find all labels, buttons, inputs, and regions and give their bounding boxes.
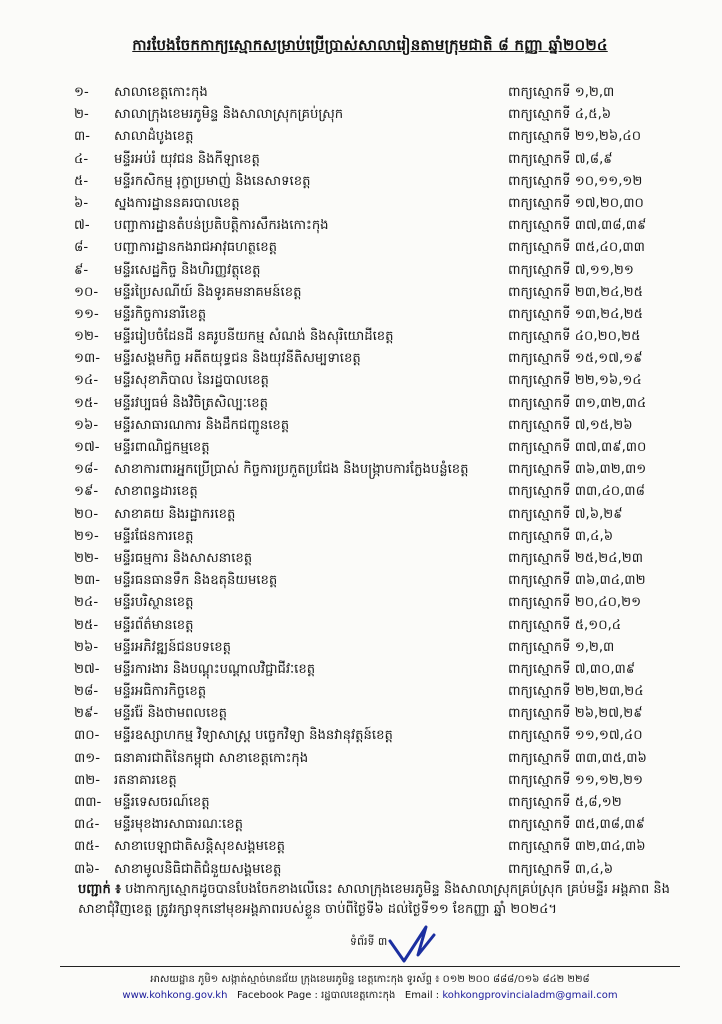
item-days: ពាក្យស្មោកទី ២២,២៣,២៤	[508, 684, 644, 700]
item-days: ពាក្យស្មោកទី ៣៥,៤០,៣៣	[508, 240, 645, 256]
list-item	[0, 437, 722, 459]
item-name: មន្ទីររៀបចំដែនដី នគរូបនីយកម្ម សំណង់ និងសុរិយោដីខេត្ត	[114, 329, 394, 345]
list-item	[0, 814, 722, 836]
item-number: ៥-	[74, 173, 89, 189]
item-number: ២-	[74, 107, 89, 123]
list-item	[0, 82, 722, 104]
item-days: ពាក្យស្មោកទី ១៣,២៤,២៥	[508, 306, 643, 322]
footer-email-label: Email :	[404, 990, 440, 1001]
item-days: ពាក្យស្មោកទី ៧,១៥,២៦	[508, 417, 633, 433]
item-name: សាខាមូលនិធិជាតិជំនួយសង្គមខេត្ត	[114, 861, 282, 877]
footer-email-link[interactable]: kohkongprovincialadm@gmail.com	[442, 990, 618, 1001]
item-number: ២២-	[74, 550, 99, 566]
item-number: ២១-	[74, 528, 99, 544]
item-days: ពាក្យស្មោកទី ៣,៤,៦	[508, 861, 614, 877]
list-item	[0, 459, 722, 481]
item-number: ១០-	[74, 284, 99, 300]
list-item	[0, 859, 722, 881]
list-item	[0, 415, 722, 437]
item-days: ពាក្យស្មោកទី ១,២,៣	[508, 639, 615, 655]
item-name: ធនាគារជាតិនៃកម្ពុជា សាខាខេត្តកោះកុង	[114, 750, 309, 766]
item-name: សាខាគយ និងរដ្ឋាករខេត្ត	[114, 506, 236, 522]
item-number: ៣២-	[74, 772, 101, 788]
list-item	[0, 748, 722, 770]
item-name: បញ្ជាការដ្ឋានកងរាជអាវុធហត្ថខេត្ត	[114, 240, 277, 256]
list-item	[0, 237, 722, 259]
item-days: ពាក្យស្មោកទី ៧,១១,២១	[508, 262, 634, 278]
item-days: ពាក្យស្មោកទី ៥,៨,១២	[508, 795, 622, 810]
list-item	[0, 171, 722, 193]
list-item	[0, 326, 722, 348]
item-number: ២៧-	[74, 661, 100, 677]
item-days: ពាក្យស្មោកទី ២៣,២៤,២៥	[508, 284, 643, 300]
item-days: ពាក្យស្មោកទី ៣៥,៣៨,៣៩	[508, 817, 645, 833]
item-name: មន្ទីរពាណិជ្ជកម្មខេត្ត	[114, 440, 210, 455]
item-name: មន្ទីរទេសចរណ៍ខេត្ត	[114, 795, 210, 810]
document-title: ការបែងចែកកាក្យស្មោកសម្រាប់ប្រើប្រាស់សាលារៀនតាមក្រុមជាតិ ៨ កញ្ញា ឆ្នាំ២០២៤	[132, 36, 608, 54]
signature-mark	[382, 925, 442, 965]
list-item	[0, 548, 722, 570]
item-name: មន្ទីរផែនការខេត្ត	[114, 528, 194, 544]
item-name: មន្ទីរមុខងារសាធារណៈខេត្ត	[114, 817, 243, 833]
item-number: ៣៥-	[74, 839, 100, 855]
note-text: បងាកាក្យស្មោកដូចបានបែងចែកខាងលើនេះ សាលាក្រុងខេមរភូមិន្ទ និងសាលាស្រុកគ្រប់ស្រុក គ្រប់មន្ទីរ អង្គភាព និងសាខាជុំវិញខេត្ត ត្រូវរក្សាទុកនៅមុខអង្គភាពរបស់ខ្លួន ចាប់ពីថ្ងៃទី៦ ដល់ថ្ងៃទី១១ ខែកញ្ញា ឆ្នាំ ២០២៤។	[78, 882, 670, 917]
footer-website-link[interactable]: www.kohkong.gov.kh	[122, 990, 228, 1001]
item-number: ២៨-	[74, 684, 99, 700]
item-days: ពាក្យស្មោកទី ៣៦,៣៤,៣២	[508, 573, 646, 589]
footer-contacts	[60, 988, 680, 1003]
item-name: មន្ទីរសុខាភិបាល នៃរដ្ឋបាលខេត្ត	[114, 373, 269, 389]
item-name: មន្ទីរធនធានទឹក និងឧតុនិយមខេត្ត	[114, 573, 278, 589]
item-days: ពាក្យស្មោកទី ២៦,២៧,២៩	[508, 706, 643, 722]
list-item	[0, 260, 722, 282]
item-days: ពាក្យស្មោកទី ៤,៥,៦	[508, 107, 612, 123]
list-item	[0, 792, 722, 814]
item-name: មន្ទីរឧស្សាហកម្ម វិទ្យាសាស្ត្រ បច្ចេកវិទ្យា និងនវានុវត្តន៍ខេត្ត	[114, 728, 393, 744]
item-number: ៣-	[74, 129, 91, 145]
item-days: ពាក្យស្មោកទី ១១,១២,២១	[508, 772, 643, 788]
list-item	[0, 215, 722, 237]
list-item	[0, 637, 722, 659]
item-number: ៤-	[74, 151, 89, 167]
item-days: ពាក្យស្មោកទី ៣៣,៤០,៣៨	[508, 484, 645, 500]
item-name: មន្ទីរកិច្ចការនារីខេត្ត	[114, 306, 207, 322]
item-number: ២០-	[74, 506, 99, 522]
list-item	[0, 370, 722, 392]
item-days: ពាក្យស្មោកទី ៣,៤,៦	[508, 528, 614, 544]
item-number: ២៤-	[74, 595, 99, 611]
item-number: ១២-	[74, 329, 99, 345]
item-number: ៧-	[74, 218, 90, 234]
list-item	[0, 504, 722, 526]
footer-facebook-label: Facebook Page :	[236, 990, 318, 1001]
item-number: ២៣-	[74, 573, 101, 589]
list-item	[0, 681, 722, 703]
item-number: ១-	[74, 85, 89, 100]
item-days: ពាក្យស្មោកទី ៣៧,៣៨,៣៩	[508, 218, 647, 234]
item-name: សាខាបេឡាជាតិសន្តិសុខសង្គមខេត្ត	[114, 839, 285, 855]
item-number: ២៦-	[74, 639, 99, 655]
item-days: ពាក្យស្មោកទី ១៥,១៧,១៩	[508, 351, 643, 367]
list-item	[0, 481, 722, 503]
item-name: មន្ទីរអប់រំ យុវជន និងកីឡាខេត្ត	[114, 151, 260, 167]
item-name: មន្ទីរការងារ និងបណ្តុះបណ្តាលវិជ្ជាជីវៈខេត្ត	[114, 661, 316, 677]
item-number: ៩-	[74, 262, 89, 278]
list-item	[0, 393, 722, 415]
item-days: ពាក្យស្មោកទី ១៧,២០,៣០	[508, 195, 644, 211]
list-item	[0, 304, 722, 326]
note-label: បញ្ជាក់ ៖	[78, 882, 121, 897]
item-days: ពាក្យស្មោកទី ២២,១៦,១៤	[508, 373, 642, 389]
item-name: ស្នងការដ្ឋាននគរបាលខេត្ត	[114, 195, 240, 211]
item-number: ៣០-	[74, 728, 100, 744]
item-number: ១៤-	[74, 373, 99, 389]
list-item	[0, 725, 722, 747]
item-name: សាខាពន្ធដារខេត្ត	[114, 484, 198, 500]
item-name: រតនាគារខេត្ត	[114, 772, 177, 788]
item-name: សាលាក្រុងខេមរភូមិន្ទ និងសាលាស្រុកគ្រប់ស្រុក	[114, 107, 344, 123]
item-days: ពាក្យស្មោកទី ៣៧,៣៩,៣០	[508, 440, 647, 455]
item-name: មន្ទីរបរិស្ថានខេត្ត	[114, 595, 194, 611]
item-name: មន្ទីរសេដ្ឋកិច្ច និងហិរញ្ញវត្ថុខេត្ត	[114, 262, 261, 278]
list-item	[0, 770, 722, 792]
list-item	[0, 703, 722, 725]
item-number: ១៩-	[74, 484, 99, 500]
item-number: ៣៤-	[74, 817, 100, 833]
allocation-list	[0, 82, 722, 881]
item-name: មន្ទីរប្រៃសណីយ៍ និងទូរគមនាគមន៍ខេត្ត	[114, 284, 302, 300]
item-number: ៣៦-	[74, 861, 100, 877]
item-days: ពាក្យស្មោកទី ១,២,៣	[508, 85, 615, 100]
item-number: ១៨-	[74, 462, 99, 478]
item-number: ៣១-	[74, 750, 101, 766]
list-item	[0, 104, 722, 126]
item-name: មន្ទីរកសិកម្ម រុក្ខាប្រមាញ់ និងនេសាទខេត្ត	[114, 173, 311, 189]
item-days: ពាក្យស្មោកទី ២០,៤០,២១	[508, 595, 642, 611]
item-number: ១៦-	[74, 417, 99, 433]
item-name: សាលាខេត្តកោះកុង	[114, 85, 208, 100]
footer-divider	[60, 966, 680, 967]
item-name: មន្ទីរអធិការកិច្ចខេត្ត	[114, 684, 207, 700]
item-number: ៦-	[74, 195, 89, 211]
list-item	[0, 348, 722, 370]
item-days: ពាក្យស្មោកទី ៣៦,៣២,៣១	[508, 462, 647, 478]
item-number: ១៥-	[74, 395, 99, 411]
item-number: ២៥-	[74, 617, 99, 633]
list-item	[0, 615, 722, 637]
list-item	[0, 570, 722, 592]
list-item	[0, 126, 722, 148]
item-name: សាលាដំបូងខេត្ត	[114, 129, 194, 145]
item-days: ពាក្យស្មោកទី ៣៣,៣៥,៣៦	[508, 750, 647, 766]
item-name: សាខាការពារអ្នកប្រើប្រាស់ កិច្ចការប្រកួតប្រជែង និងបង្ក្រាបការក្លែងបន្លំខេត្ត	[114, 462, 469, 478]
item-days: ពាក្យស្មោកទី ២១,២៦,៤០	[508, 129, 642, 145]
page-number: ទំព័រទី ៣	[350, 935, 388, 948]
item-days: ពាក្យស្មោកទី ១០,១១,១២	[508, 173, 643, 189]
item-name: មន្ទីរធម្មការ និងសាសនាខេត្ត	[114, 550, 253, 566]
item-days: ពាក្យស្មោកទី ៧,៦,២៩	[508, 506, 623, 522]
item-days: ពាក្យស្មោកទី ៧,៣០,៣៩	[508, 661, 636, 677]
item-days: ពាក្យស្មោកទី ៤០,២០,២៥	[508, 329, 641, 345]
item-days: ពាក្យស្មោកទី ២៥,២៤,២៣	[508, 550, 643, 566]
note	[78, 880, 678, 920]
item-number: ៨-	[74, 240, 89, 256]
list-item	[0, 149, 722, 171]
item-days: ពាក្យស្មោកទី ៧,៨,៩	[508, 151, 613, 167]
item-number: ១៣-	[74, 351, 101, 367]
list-item	[0, 659, 722, 681]
item-name: មន្ទីរអភិវឌ្ឍន៍ជនបទខេត្ត	[114, 639, 231, 655]
footer-facebook-value: រដ្ឋបាលខេត្តកោះកុង	[321, 990, 396, 1001]
item-days: ពាក្យស្មោកទី ៣២,៣៤,៣៦	[508, 839, 646, 855]
item-number: ៣៣-	[74, 795, 102, 810]
item-number: ២៩-	[74, 706, 99, 722]
item-number: ១១-	[74, 306, 99, 322]
item-name: មន្ទីរសាធារណការ និងដឹកជញ្ជូនខេត្ត	[114, 417, 290, 433]
item-number: ១៧-	[74, 440, 100, 455]
list-item	[0, 282, 722, 304]
item-name: មន្ទីរវប្បធម៌ និងវិចិត្រសិល្បៈខេត្ត	[114, 395, 268, 411]
item-days: ពាក្យស្មោកទី ៣១,៣២,៣៤	[508, 395, 647, 411]
item-name: បញ្ជាការដ្ឋានតំបន់ប្រតិបត្តិការសឹករងកោះកុង	[114, 218, 329, 234]
item-name: មន្ទីរព័ត៌មានខេត្ត	[114, 617, 194, 633]
footer-address: អាសយដ្ឋាន ភូមិ១ សង្កាត់ស្មាច់មានជ័យ ក្រុងខេមរភូមិន្ទ ខេត្តកោះកុង ទូរស័ព្ទ ៖ ០១២ ២០០ ៨៨៨/០១៦ ៨៤២ ២២៨	[150, 974, 590, 985]
item-days: ពាក្យស្មោកទី ១១,១៧,៤០	[508, 728, 643, 744]
item-name: មន្ទីរសង្គមកិច្ច អតីតយុទ្ធជន និងយុវនីតិសម្បទាខេត្ត	[114, 351, 361, 367]
item-days: ពាក្យស្មោកទី ៥,១០,៤	[508, 617, 622, 633]
list-item	[0, 193, 722, 215]
list-item	[0, 592, 722, 614]
item-name: មន្ទីររ៉ែ និងថាមពលខេត្ត	[114, 706, 228, 722]
list-item	[0, 836, 722, 858]
list-item	[0, 526, 722, 548]
